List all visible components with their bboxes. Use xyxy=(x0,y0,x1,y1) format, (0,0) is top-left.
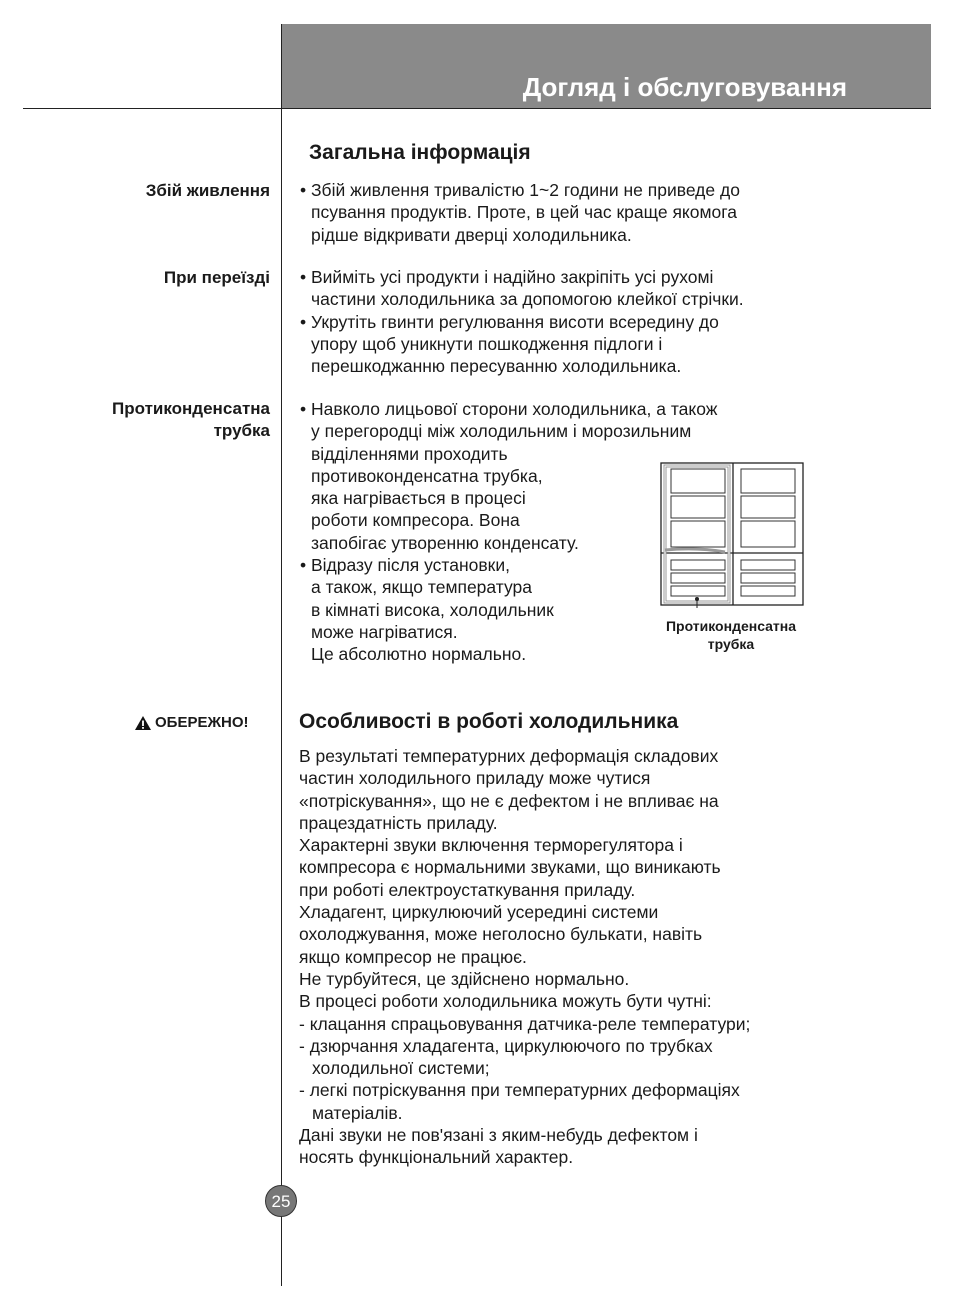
anticondensate-text: • Навколо лицьової сторони холодильника, а також у перегородці між холодильним і морозильним відділеннями проходить противоконденсатна трубка, яка нагрівається в процесі роботи компресора. Вона запобігає утворенню конденсату. • Відразу після установки, а також, якщо температура в кімнаті висока, холодильник може нагріватися. Це абсолютно нормально. xyxy=(300,399,718,665)
power-failure-text: • Збій живлення тривалістю 1~2 години не приведе до псування продуктів. Проте, в цей час краще якомога рідше відкривати дверці холодильника. xyxy=(300,180,740,245)
warning-icon xyxy=(134,715,152,731)
caution-label: ОБЕРЕЖНО! xyxy=(134,714,249,731)
features-text: В результаті температурних деформація складових частин холодильного приладу може чутися «потрiскування», що не є дефектом і не впливає на працездатність приладу. Характерні звуки включення терморегулятора і компресора є нормальними звуками, що виникають при роботі електроустаткування приладу. Хладагент, циркулюючий усередині системи охолоджування, може неголосно булькати, навіть якщо компресор не працює. Не турбуйтеся, це здійснено нормально. В процесі роботи холодильника можуть бути чутні: - клацання спрацьовування датчика-реле температури; - дзюрчання хладагента, циркулюючого по трубках холодильної системи; - легкі потріскування при температурних деформаціях матеріалів. Дані звуки не пов'язані з яким-небудь дефектом і носять функціональний характер. xyxy=(299,746,751,1168)
moving-text: • Вийміть усі продукти і надійно закріпіть усі рухомі частини холодильника за допомогою клейкої стрічки. • Укрутіть гвинти регулювання висоти всередину до упору щоб уникнути пошкодження підлоги і перешкоджанню пересуванню холодильника. xyxy=(300,267,744,377)
moving-label: При переїзді xyxy=(163,268,270,287)
header-bar xyxy=(282,24,931,109)
page-title: Догляд і обслуговування xyxy=(522,72,847,102)
page-number: 25 xyxy=(265,1185,297,1217)
power-failure-label: Збій живлення xyxy=(145,181,270,200)
anticondensate-label: Протиконденсатна трубка xyxy=(112,399,270,440)
header-divider xyxy=(23,108,931,109)
refrigerator-diagram xyxy=(655,462,807,608)
general-info-title: Загальна інформація xyxy=(309,141,531,164)
figure-caption: Протиконденсатна трубка xyxy=(665,618,797,652)
features-title: Особливості в роботі холодильника xyxy=(299,710,679,733)
column-divider xyxy=(281,24,282,1286)
